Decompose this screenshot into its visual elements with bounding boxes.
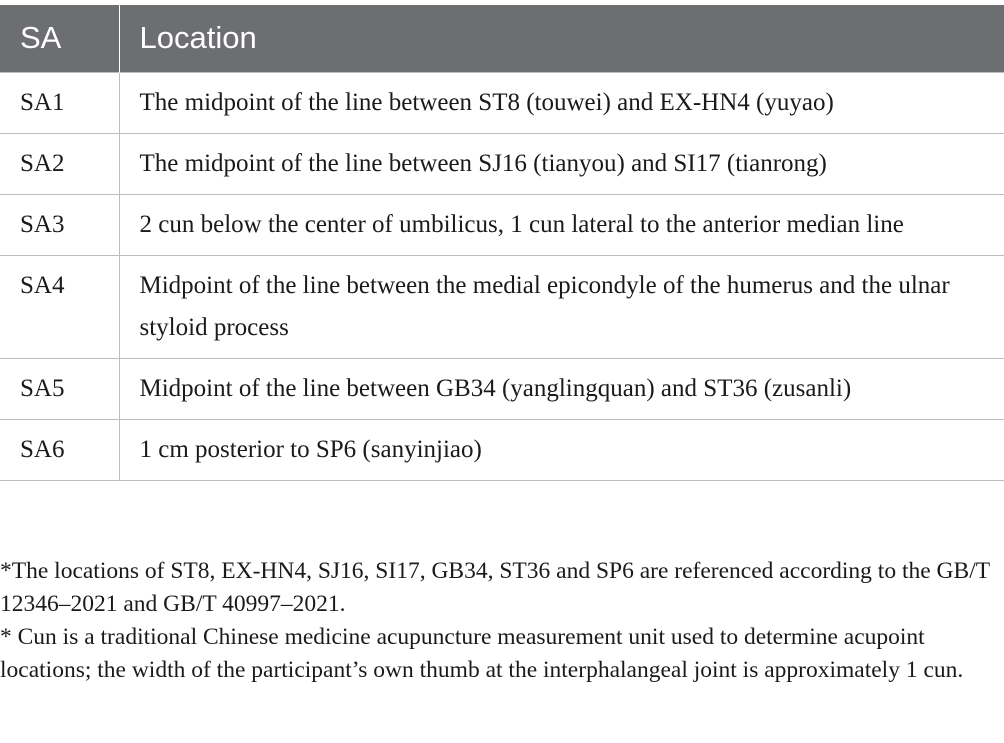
cell-sa: SA4 bbox=[0, 255, 119, 358]
table-row bbox=[0, 419, 1004, 480]
table-row bbox=[0, 255, 1004, 358]
cell-location: 1 cm posterior to SP6 (sanyinjiao) bbox=[119, 419, 1004, 480]
column-header-sa: SA bbox=[0, 5, 119, 72]
table-header bbox=[0, 5, 1004, 72]
cell-sa: SA5 bbox=[0, 358, 119, 419]
table-footnotes bbox=[0, 555, 1000, 687]
cell-sa: SA1 bbox=[0, 72, 119, 133]
table-row bbox=[0, 358, 1004, 419]
footnote-references: *The locations of ST8, EX-HN4, SJ16, SI17, GB34, ST36 and SP6 are referenced according to the GB/T 12346–2021 and GB/T 40997–2021. bbox=[0, 558, 990, 617]
cell-sa: SA2 bbox=[0, 133, 119, 194]
cell-location: Midpoint of the line between the medial epicondyle of the humerus and the ulnar styloid process bbox=[119, 255, 1004, 358]
table-row bbox=[0, 133, 1004, 194]
cell-sa: SA3 bbox=[0, 194, 119, 255]
cell-location: Midpoint of the line between GB34 (yanglingquan) and ST36 (zusanli) bbox=[119, 358, 1004, 419]
cell-sa: SA6 bbox=[0, 419, 119, 480]
table-header-row bbox=[0, 5, 1004, 72]
table-body bbox=[0, 72, 1004, 480]
cell-location: The midpoint of the line between SJ16 (tianyou) and SI17 (tianrong) bbox=[119, 133, 1004, 194]
cell-location: 2 cun below the center of umbilicus, 1 cun lateral to the anterior median line bbox=[119, 194, 1004, 255]
acupoint-location-table bbox=[0, 5, 1004, 481]
acupoint-location-table-container bbox=[0, 5, 1004, 481]
table-row bbox=[0, 194, 1004, 255]
cell-location: The midpoint of the line between ST8 (touwei) and EX-HN4 (yuyao) bbox=[119, 72, 1004, 133]
column-header-location: Location bbox=[119, 5, 1004, 72]
table-row bbox=[0, 72, 1004, 133]
footnote-cun-definition: * Cun is a traditional Chinese medicine acupuncture measurement unit used to determine acupoint locations; the width of the participant’s own thumb at the interphalangeal joint is approximately 1 cun. bbox=[0, 624, 964, 683]
